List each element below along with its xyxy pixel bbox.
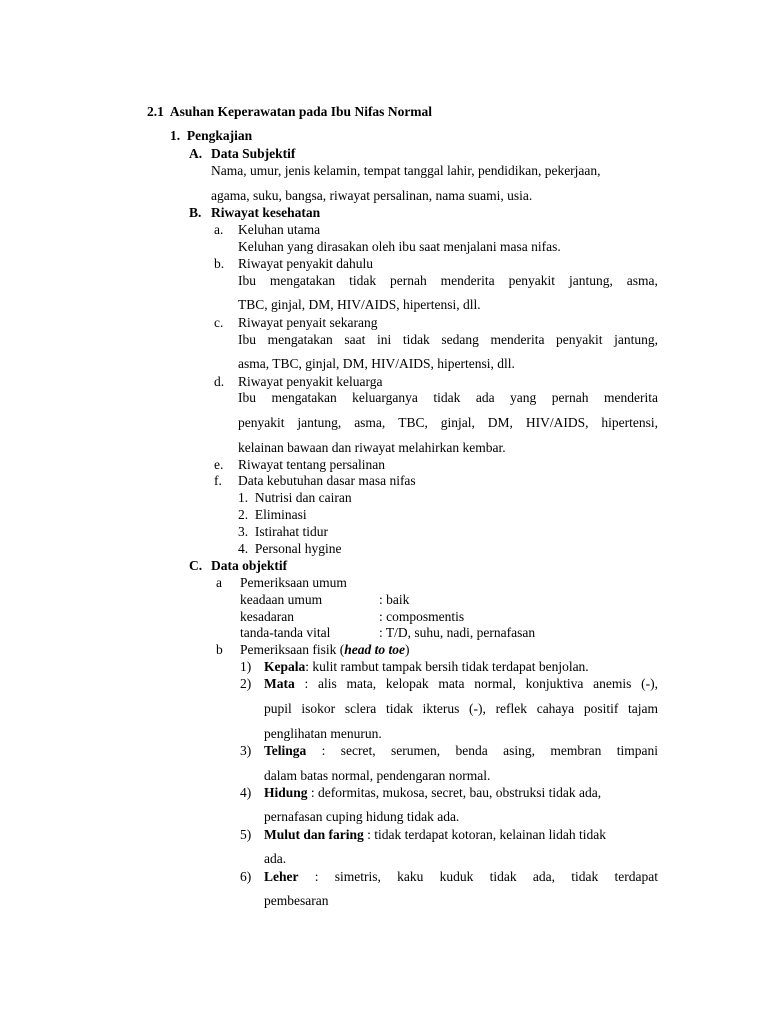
exam-number: 6) bbox=[240, 869, 252, 884]
title-emphasis: head to toe bbox=[344, 642, 405, 657]
field-label: kesadaran bbox=[240, 609, 294, 624]
item-marker: a. bbox=[214, 222, 224, 237]
item-text: asma, TBC, ginjal, DM, HIV/AIDS, hipertensi, dll. bbox=[238, 356, 515, 371]
subsection-title: Pengkajian bbox=[186, 128, 253, 143]
word: ada bbox=[475, 390, 495, 405]
word: tajam bbox=[628, 701, 658, 716]
field-label: keadaan umum bbox=[240, 592, 323, 607]
word: Ibu bbox=[238, 273, 256, 288]
subsection-heading bbox=[170, 128, 252, 144]
word: mengatakan bbox=[267, 332, 333, 347]
word: Ibu bbox=[238, 332, 256, 347]
item-marker: b. bbox=[214, 256, 225, 271]
list-item bbox=[238, 490, 352, 506]
word: yang bbox=[510, 390, 537, 405]
word: reflek bbox=[495, 701, 528, 716]
field-value: : composmentis bbox=[379, 609, 465, 624]
word: hipertensi, bbox=[601, 415, 658, 430]
exam-number: 4) bbox=[240, 785, 252, 800]
word: serumen, bbox=[391, 743, 441, 758]
word: penyakit bbox=[238, 415, 285, 430]
item-title: Riwayat penyakit dahulu bbox=[238, 256, 373, 271]
word: saat bbox=[344, 332, 366, 347]
part-c-marker: C. bbox=[189, 558, 203, 573]
word: menderita bbox=[440, 273, 495, 288]
word: sclera bbox=[344, 701, 377, 716]
word: (-), bbox=[641, 676, 658, 691]
subsection-number: 1. bbox=[170, 128, 181, 143]
word: mengatakan bbox=[269, 273, 336, 288]
item-text-justified bbox=[238, 390, 658, 406]
word: pernah bbox=[551, 390, 589, 405]
item-title: Riwayat penyakit keluarga bbox=[238, 374, 383, 389]
item-marker: e. bbox=[214, 457, 224, 472]
word: ikterus bbox=[422, 701, 460, 716]
word: konjuktiva bbox=[525, 676, 584, 691]
part-a-text-line2: agama, suku, bangsa, riwayat persalinan, nama suami, usia. bbox=[211, 188, 533, 203]
exam-item bbox=[264, 869, 658, 885]
exam-text: : deformitas, mukosa, secret, bau, obstruksi tidak ada, bbox=[310, 785, 602, 800]
word: pupil bbox=[264, 701, 292, 716]
word: asma, bbox=[626, 273, 658, 288]
word: asing, bbox=[503, 743, 535, 758]
exam-number: 2) bbox=[240, 676, 252, 691]
list-text: Personal hygine bbox=[254, 541, 342, 556]
item-title: Riwayat penyait sekarang bbox=[238, 315, 378, 330]
word: penyakit bbox=[508, 273, 556, 288]
exam-term: Kepala bbox=[264, 659, 306, 674]
word: tidak bbox=[349, 273, 377, 288]
part-c-title: Data objektif bbox=[211, 558, 288, 573]
exam-term: Leher bbox=[264, 869, 299, 884]
exam-text: dalam batas normal, pendengaran normal. bbox=[264, 768, 491, 783]
item-marker: f. bbox=[214, 473, 222, 488]
exam-text: pernafasan cuping hidung tidak ada. bbox=[264, 809, 460, 824]
part-a-text-line1: Nama, umur, jenis kelamin, tempat tanggal lahir, pendidikan, pekerjaan, bbox=[211, 163, 601, 178]
list-number: 1. bbox=[238, 490, 249, 505]
word: benda bbox=[455, 743, 488, 758]
word: simetris, bbox=[334, 869, 381, 884]
word: kuduk bbox=[439, 869, 474, 884]
word: mata, bbox=[346, 676, 377, 691]
word: isokor bbox=[301, 701, 336, 716]
item-marker: a bbox=[216, 575, 222, 590]
word: alis bbox=[317, 676, 337, 691]
word: menderita bbox=[603, 390, 658, 405]
exam-number: 1) bbox=[240, 659, 252, 674]
part-a-title: Data Subjektif bbox=[211, 146, 296, 161]
word: jantung, bbox=[568, 273, 613, 288]
word: mata bbox=[438, 676, 465, 691]
word: pernah bbox=[390, 273, 427, 288]
exam-term: Mata bbox=[264, 676, 295, 691]
title-text: Pemeriksaan fisik ( bbox=[240, 642, 345, 657]
exam-text: penglihatan menurun. bbox=[264, 726, 382, 741]
exam-text-justified bbox=[264, 701, 658, 717]
list-text: Nutrisi dan cairan bbox=[254, 490, 352, 505]
list-item bbox=[238, 541, 342, 557]
section-heading bbox=[147, 104, 432, 120]
exam-text: ada. bbox=[264, 851, 287, 866]
word: DM, bbox=[487, 415, 513, 430]
list-text: Eliminasi bbox=[254, 507, 307, 522]
word: ginjal, bbox=[440, 415, 475, 430]
word: Ibu bbox=[238, 390, 256, 405]
exam-item bbox=[264, 785, 601, 801]
exam-term: Mulut dan faring bbox=[264, 827, 364, 842]
part-a-marker: A. bbox=[189, 146, 203, 161]
list-item bbox=[238, 524, 328, 540]
word: secret, bbox=[340, 743, 376, 758]
word: ini bbox=[376, 332, 392, 347]
word: jantung, bbox=[297, 415, 342, 430]
part-b-marker: B. bbox=[189, 205, 202, 220]
exam-number: 3) bbox=[240, 743, 252, 758]
field-label: tanda-tanda vital bbox=[240, 625, 331, 640]
item-title bbox=[240, 642, 409, 658]
word: tidak bbox=[489, 869, 517, 884]
list-number: 2. bbox=[238, 507, 249, 522]
item-text-justified bbox=[238, 415, 658, 431]
word: terdapat bbox=[614, 869, 658, 884]
exam-number: 5) bbox=[240, 827, 252, 842]
item-text: kelainan bawaan dan riwayat melahirkan kembar. bbox=[238, 440, 506, 455]
list-text: Istirahat tidur bbox=[254, 524, 328, 539]
word: ada, bbox=[532, 869, 555, 884]
word: keluarganya bbox=[352, 390, 418, 405]
word: membran bbox=[550, 743, 602, 758]
word: timpani bbox=[616, 743, 658, 758]
exam-item bbox=[264, 743, 658, 759]
word: : bbox=[321, 743, 326, 758]
item-title: Pemeriksaan umum bbox=[240, 575, 347, 590]
field-value: : baik bbox=[379, 592, 410, 607]
exam-item bbox=[264, 827, 606, 843]
list-number: 4. bbox=[238, 541, 249, 556]
section-number: 2.1 bbox=[147, 104, 164, 119]
word: positif bbox=[583, 701, 619, 716]
item-title: Riwayat tentang persalinan bbox=[238, 457, 385, 472]
word: HIV/AIDS, bbox=[525, 415, 589, 430]
item-marker: b bbox=[216, 642, 223, 657]
field-value: : T/D, suhu, nadi, pernafasan bbox=[379, 625, 536, 640]
word: normal, bbox=[474, 676, 516, 691]
item-marker: c. bbox=[214, 315, 224, 330]
exam-term: Hidung bbox=[264, 785, 308, 800]
word: kaku bbox=[397, 869, 424, 884]
exam-item bbox=[264, 676, 658, 692]
list-number: 3. bbox=[238, 524, 249, 539]
word: asma, bbox=[354, 415, 386, 430]
word: : bbox=[304, 676, 309, 691]
item-text-justified bbox=[238, 273, 658, 289]
item-title: Data kebutuhan dasar masa nifas bbox=[238, 473, 416, 488]
list-item bbox=[238, 507, 307, 523]
word: tidak bbox=[402, 332, 430, 347]
word: jantung, bbox=[614, 332, 658, 347]
item-marker: d. bbox=[214, 374, 225, 389]
word: cahaya bbox=[536, 701, 575, 716]
exam-term: Telinga bbox=[264, 743, 307, 758]
item-text-justified bbox=[238, 332, 658, 348]
item-title: Keluhan utama bbox=[238, 222, 321, 237]
word: menderita bbox=[490, 332, 545, 347]
exam-item bbox=[264, 659, 589, 675]
word: anemis bbox=[593, 676, 632, 691]
word: tidak bbox=[571, 869, 599, 884]
word: TBC, bbox=[398, 415, 428, 430]
exam-text: pembesaran bbox=[264, 893, 329, 908]
word: kelopak bbox=[385, 676, 429, 691]
exam-text: : kulit rambut tampak bersih tidak terdapat benjolan. bbox=[305, 659, 589, 674]
word: penyakit bbox=[556, 332, 603, 347]
exam-text: : tidak terdapat kotoran, kelainan lidah tidak bbox=[367, 827, 606, 842]
word: tidak bbox=[433, 390, 461, 405]
word: : bbox=[314, 869, 319, 884]
item-text: Keluhan yang dirasakan oleh ibu saat menjalani masa nifas. bbox=[238, 239, 561, 254]
word: (-), bbox=[469, 701, 486, 716]
word: tidak bbox=[385, 701, 413, 716]
item-text: TBC, ginjal, DM, HIV/AIDS, hipertensi, dll. bbox=[238, 297, 481, 312]
word: sedang bbox=[441, 332, 479, 347]
part-b-title: Riwayat kesehatan bbox=[211, 205, 321, 220]
section-title: Asuhan Keperawatan pada Ibu Nifas Normal bbox=[169, 104, 433, 119]
word: mengatakan bbox=[271, 390, 337, 405]
title-text: ) bbox=[404, 642, 410, 657]
